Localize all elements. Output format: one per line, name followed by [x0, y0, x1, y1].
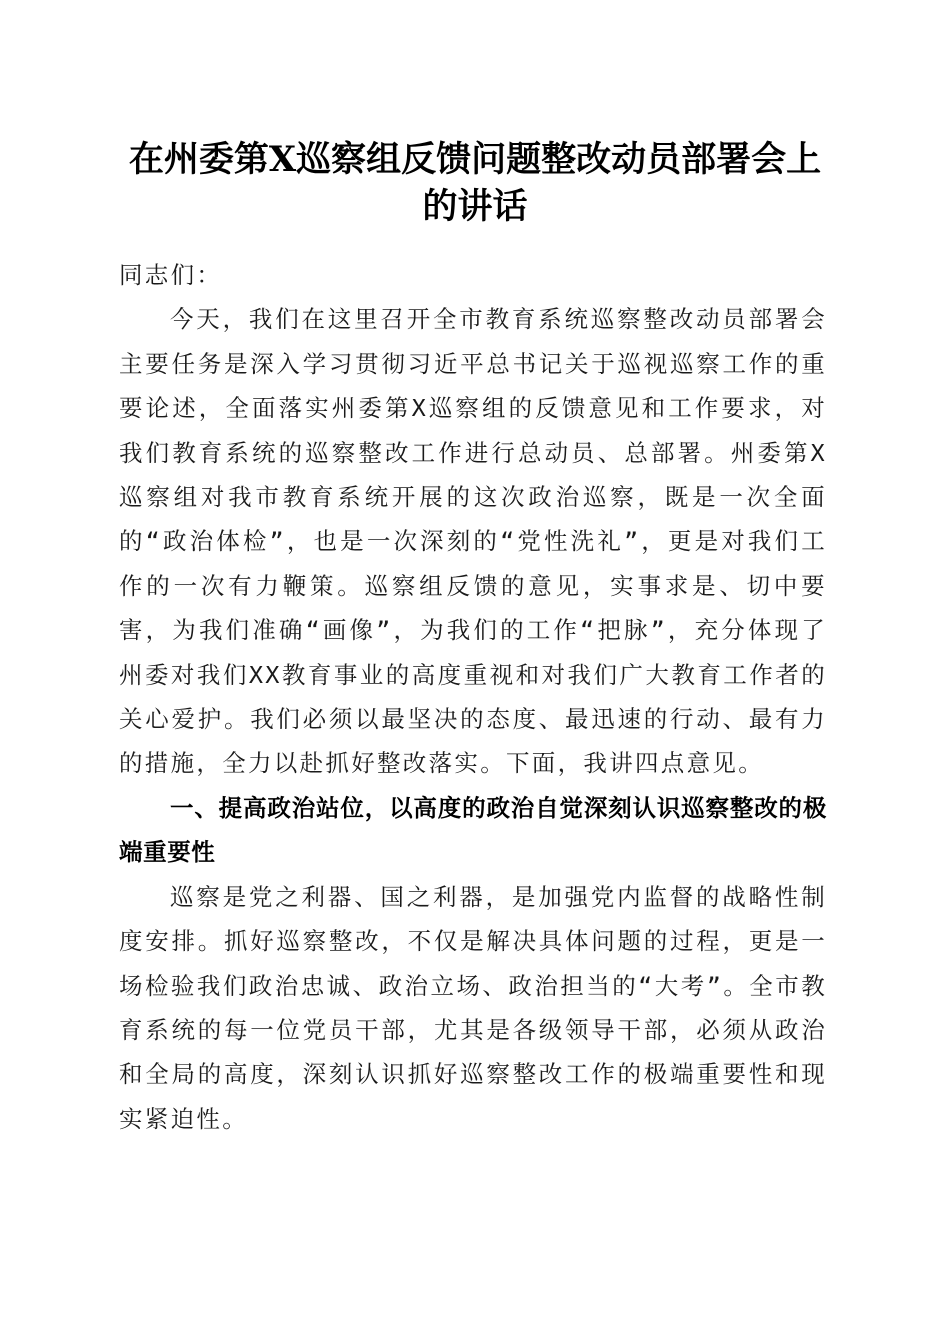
- salutation: 同志们：: [119, 261, 223, 289]
- intro-paragraph: 今天，我们在这里召开全市教育系统巡察整改动员部署会主要任务是深入学习贯彻习近平总书记关于巡视巡察工作的重要论述，全面落实州委第X巡察组的反馈意见和工作要求，对我们教育系统的巡察整改工作进行总动员、总部署。州委第X巡察组对我市教育系统开展的这次政治巡察，既是一次全面的“政治体检”，也是一次深刻的“党性洗礼”，更是对我们工作的一次有力鞭策。巡察组反馈的意见，实事求是、切中要害，为我们准确“画像”，为我们的工作“把脉”，充分体现了州委对我们XX教育事业的高度重视和对我们广大教育工作者的关心爱护。我们必须以最坚决的态度、最迅速的行动、最有力的措施，全力以赴抓好整改落实。下面，我讲四点意见。: [119, 305, 827, 778]
- document-title: 在州委第X巡察组反馈问题整改动员部署会上的讲话: [128, 139, 822, 227]
- document-body: [119, 253, 827, 1141]
- section-1-paragraph: 巡察是党之利器、国之利器，是加强党内监督的战略性制度安排。抓好巡察整改，不仅是解决具体问题的过程，更是一场检验我们政治忠诚、政治立场、政治担当的“大考”。全市教育系统的每一位党员干部，尤其是各级领导干部，必须从政治和全局的高度，深刻认识抓好巡察整改工作的极端重要性和现实紧迫性。: [119, 882, 827, 1133]
- section-heading-1: 一、提高政治站位，以高度的政治自觉深刻认识巡察整改的极端重要性: [119, 793, 827, 867]
